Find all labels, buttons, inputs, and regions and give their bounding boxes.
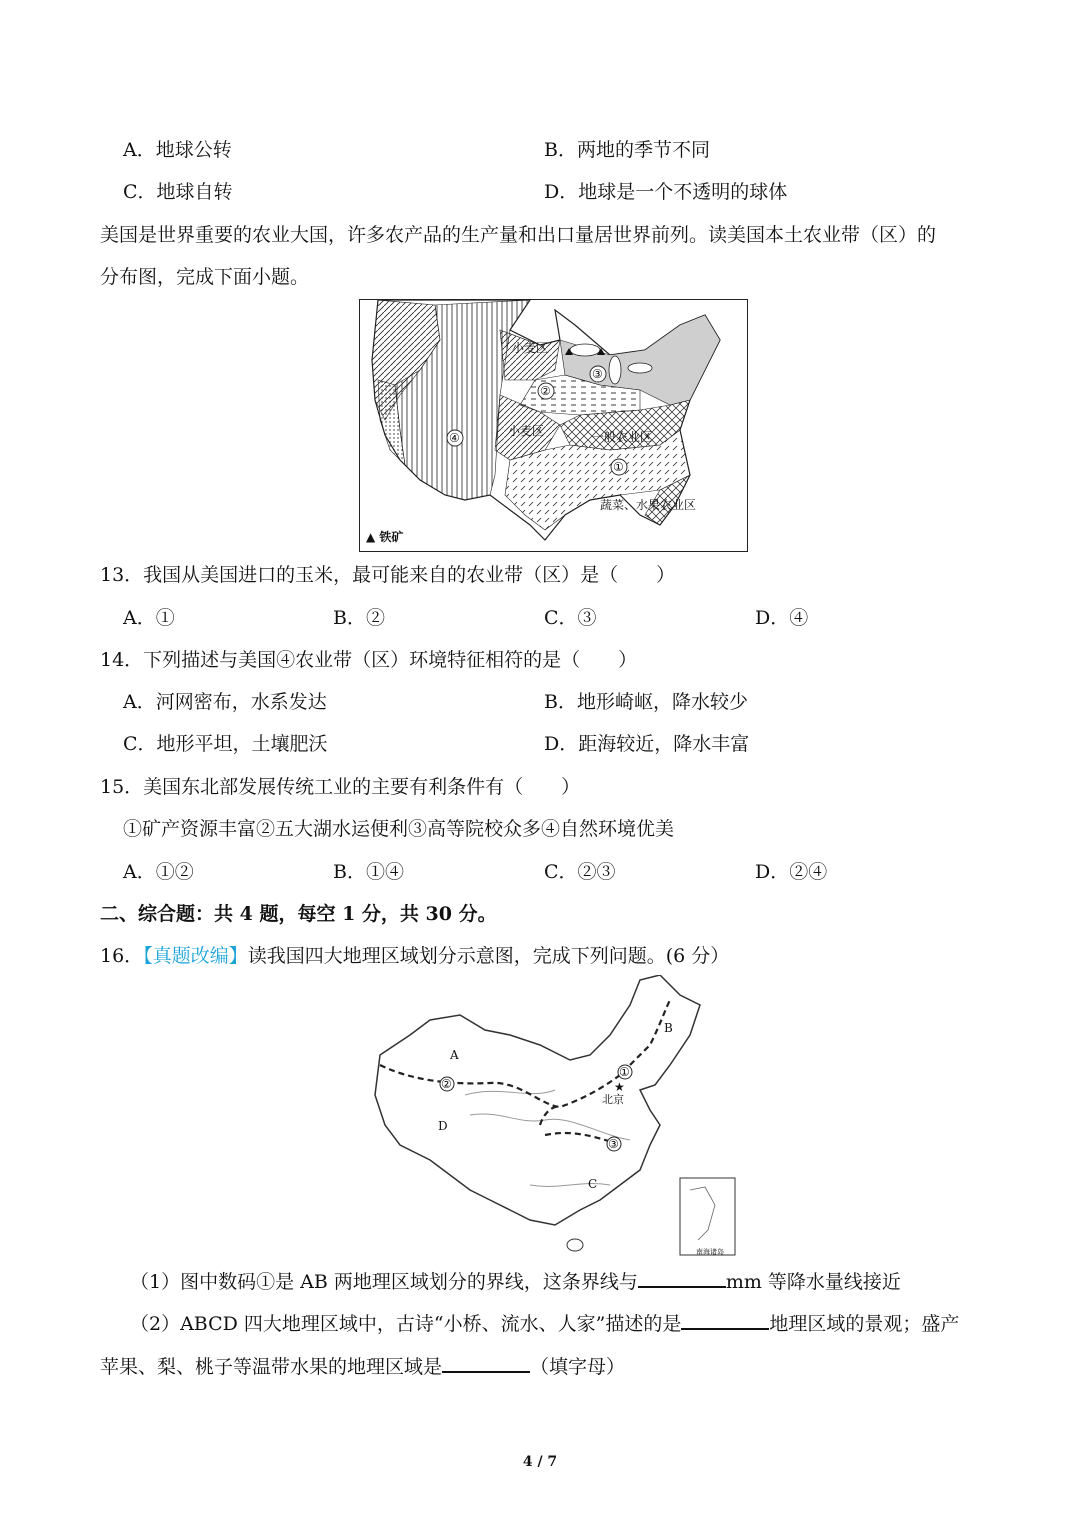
q16-1-post: mm 等降水量线接近 [725, 1271, 901, 1293]
q13-option-a: A．① [123, 607, 175, 629]
china-circle-2: ② [441, 1077, 452, 1091]
label-region-1: ① [613, 460, 624, 474]
china-circle-3: ③ [608, 1137, 619, 1151]
q15-option-a: A．①② [123, 861, 194, 883]
label-region-3: ③ [592, 367, 603, 381]
q12-option-c: C．地球自转 [123, 181, 233, 203]
section-2-heading: 二、综合题：共 4 题，每空 1 分，共 30 分。 [100, 903, 497, 925]
q13-stem: 13．我国从美国进口的玉米，最可能来自的农业带（区）是（ ） [100, 564, 676, 586]
q16-part-2-line-1 [130, 1310, 959, 1338]
legend-iron-ore: ▲ 铁矿 [366, 530, 404, 544]
q12-option-a: A．地球公转 [123, 139, 232, 161]
q13-option-b: B．② [333, 607, 385, 629]
china-inset-label: 南海诸岛 [696, 1248, 724, 1256]
svg-text:★: ★ [614, 1080, 625, 1094]
china-label-a: A [450, 1048, 459, 1062]
q15-option-d: D．②④ [755, 861, 828, 883]
china-regions-map [370, 975, 740, 1265]
q16-part-2-line-2 [100, 1353, 625, 1381]
label-wheat-south: 小麦区 [508, 424, 545, 438]
q15-stem: 15．美国东北部发展传统工业的主要有利条件有（ ） [100, 776, 581, 798]
q16-tag: 【真题改编】 [143, 945, 248, 967]
q14-option-d: D．距海较近，降水丰富 [544, 733, 750, 755]
q16-1-blank[interactable] [638, 1268, 726, 1288]
q14-option-a: A．河网密布，水系发达 [123, 691, 327, 713]
q16-1-pre: （1）图中数码①是 AB 两地理区域划分的界线，这条界线与 [130, 1271, 638, 1293]
q16-2-post: 地理区域的景观；盛产 [769, 1313, 960, 1335]
q16-text: 读我国四大地理区域划分示意图，完成下列问题。(6 分） [247, 945, 730, 967]
q16-part-1 [130, 1268, 901, 1296]
q16-2-line2-post: （填字母） [530, 1356, 626, 1378]
china-circle-1: ① [619, 1065, 630, 1079]
q15-option-c: C．②③ [544, 861, 616, 883]
china-label-c: C [588, 1177, 598, 1191]
china-label-beijing: 北京 [602, 1093, 624, 1106]
q15-items: ①矿产资源丰富②五大湖水运便利③高等院校众多④自然环境优美 [123, 818, 675, 840]
intro-line-2: 分布图，完成下面小题。 [100, 266, 310, 288]
q12-option-d: D．地球是一个不透明的球体 [544, 181, 788, 203]
q16-2-blank-1[interactable] [681, 1310, 769, 1330]
china-label-d: D [438, 1119, 448, 1133]
q16-2-line2-pre: 苹果、梨、桃子等温带水果的地理区域是 [100, 1356, 443, 1378]
q14-stem: 14．下列描述与美国④农业带（区）环境特征相符的是（ ） [100, 649, 638, 671]
q16-number: 16． [100, 945, 144, 967]
q15-option-b: B．①④ [333, 861, 404, 883]
q16-2-blank-2[interactable] [442, 1353, 530, 1373]
us-map-drawing [360, 300, 747, 551]
china-label-b: B [664, 1021, 673, 1035]
q14-option-b: B．地形崎岖，降水较少 [544, 691, 748, 713]
q14-option-c: C．地形平坦，土壤肥沃 [123, 733, 328, 755]
intro-line-1: 美国是世界重要的农业大国，许多农产品的生产量和出口量居世界前列。读美国本土农业带（区）的 [100, 224, 937, 246]
label-general-agriculture: 一般农业区 [592, 430, 653, 444]
label-wheat-north: 小麦区 [512, 341, 549, 355]
q16-stem [100, 942, 729, 970]
label-region-4: ④ [449, 431, 460, 445]
us-agriculture-map [359, 299, 748, 552]
q16-2-pre: （2）ABCD 四大地理区域中，古诗“小桥、流水、人家”描述的是 [130, 1313, 682, 1335]
q13-option-d: D．④ [755, 607, 809, 629]
q13-option-c: C．③ [544, 607, 597, 629]
q12-option-b: B．两地的季节不同 [544, 139, 710, 161]
label-region-2: ② [540, 384, 551, 398]
china-map-drawing [370, 975, 740, 1265]
page-number: 4 / 7 [522, 1454, 558, 1470]
label-veg-fruit: 蔬菜、水果农业区 [600, 498, 697, 512]
